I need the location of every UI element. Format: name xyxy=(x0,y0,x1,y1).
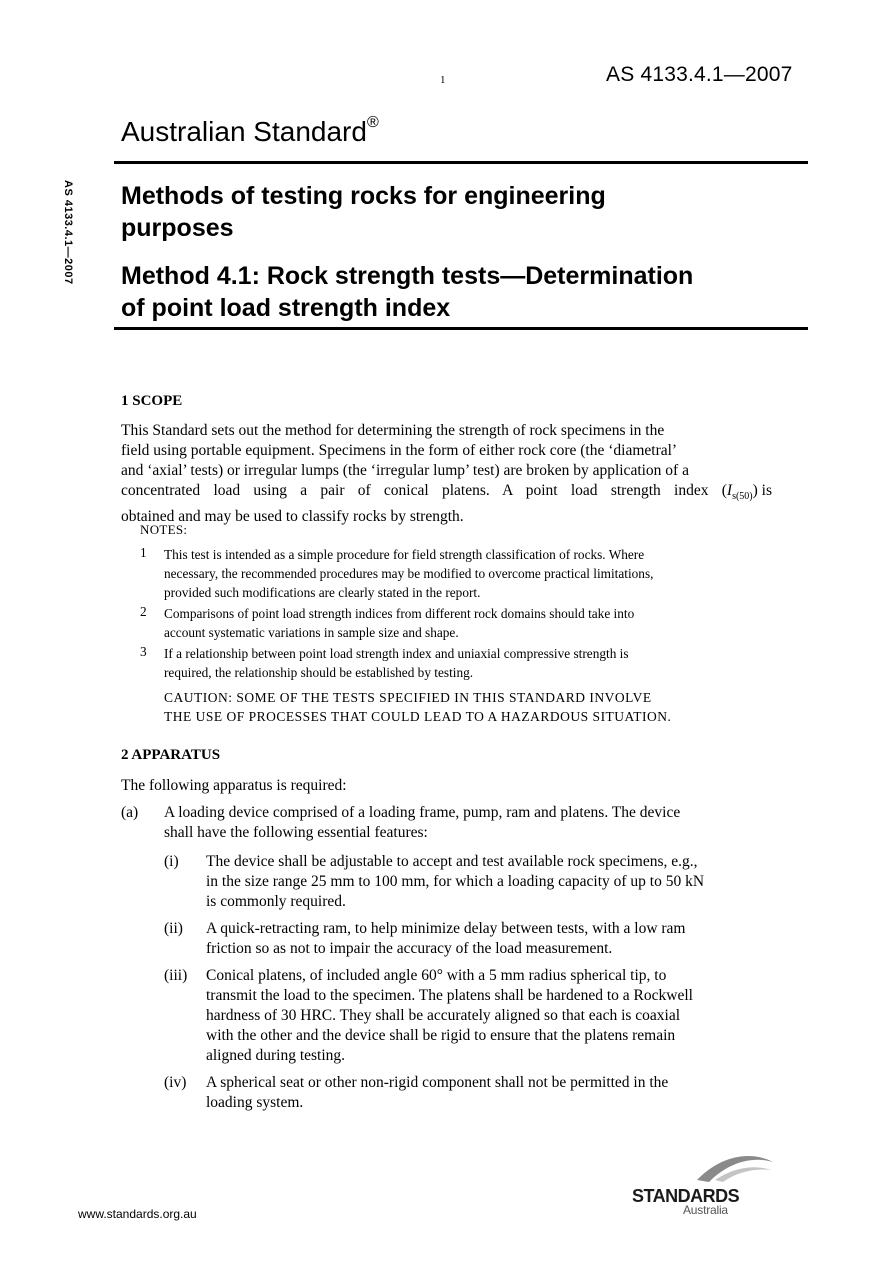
sub-list-line: is commonly required. xyxy=(206,893,346,910)
sub-list-label: (iii) xyxy=(164,967,188,984)
sub-list-label: (iv) xyxy=(164,1074,187,1091)
standards-australia-logo xyxy=(625,1150,775,1220)
sub-list-line: A quick-retracting ram, to help minimize delay between tests, with a low ram xyxy=(206,920,686,937)
index-symbol-i: I xyxy=(726,482,733,499)
note-1 xyxy=(164,545,772,602)
list-line: A loading device comprised of a loading frame, pump, ram and platens. The device xyxy=(164,804,681,821)
scope-line: This Standard sets out the method for determining the strength of rock specimens in the xyxy=(121,422,665,439)
standard-label xyxy=(121,116,379,148)
sub-list-line: hardness of 30 HRC. They shall be accurately aligned so that each is coaxial xyxy=(206,1007,681,1024)
sub-list-label: (ii) xyxy=(164,920,183,937)
sub-list-line: with the other and the device shall be rigid to ensure that the platens remain xyxy=(206,1027,676,1044)
sub-list-label: (i) xyxy=(164,853,179,870)
sub-list-item-iv xyxy=(206,1073,772,1113)
sub-list-line: friction so as not to impair the accuracy of the load measurement. xyxy=(206,940,613,957)
logo-subtitle: Australia xyxy=(683,1203,728,1217)
scope-line xyxy=(121,481,772,507)
note-line: Comparisons of point load strength indices from different rock domains should take into xyxy=(164,606,635,621)
note-line: necessary, the recommended procedures may be modified to overcome practical limitations, xyxy=(164,566,654,581)
sub-list-line: in the size range 25 mm to 100 mm, for which a loading capacity of up to 50 kN xyxy=(206,873,705,890)
caution-line: THE USE OF PROCESSES THAT COULD LEAD TO A HAZARDOUS SITUATION. xyxy=(164,709,672,724)
note-2 xyxy=(164,604,772,642)
index-symbol-tail: ) is xyxy=(752,482,772,499)
note-number: 3 xyxy=(140,644,147,659)
logo-swoosh-icon xyxy=(625,1150,775,1190)
registered-mark: ® xyxy=(366,114,379,131)
method-title-line-2: of point load strength index xyxy=(121,294,451,322)
sub-list-item-iii xyxy=(206,966,772,1066)
sub-list-line: aligned during testing. xyxy=(206,1047,346,1064)
standard-label-text: Australian Standard xyxy=(121,116,367,147)
caution-line: CAUTION: SOME OF THE TESTS SPECIFIED IN THIS STANDARD INVOLVE xyxy=(164,690,652,705)
list-label: (a) xyxy=(121,804,139,821)
apparatus-intro: The following apparatus is required: xyxy=(121,777,347,794)
list-line: shall have the following essential features: xyxy=(164,824,428,841)
caution-notice xyxy=(164,688,774,726)
logo-wordmark: STANDARDS xyxy=(632,1186,740,1206)
sub-list-line: Conical platens, of included angle 60° with a 5 mm radius spherical tip, to xyxy=(206,967,667,984)
title-line-1: Methods of testing rocks for engineering xyxy=(121,182,606,210)
sub-list-line: A spherical seat or other non-rigid component shall not be permitted in the xyxy=(206,1074,669,1091)
scope-line: and ‘axial’ tests) or irregular lumps (the ‘irregular lump’ test) are broken by application of a xyxy=(121,462,689,479)
sub-list-line: loading system. xyxy=(206,1094,304,1111)
sub-list-item-ii xyxy=(206,919,772,959)
note-line: If a relationship between point load strength index and uniaxial compressive strength is xyxy=(164,646,629,661)
notes-title: NOTES: xyxy=(140,522,188,537)
title-bottom-rule xyxy=(114,327,808,330)
sub-list-line: The device shall be adjustable to accept and test available rock specimens, e.g., xyxy=(206,853,698,870)
scope-line-text: concentrated load using a pair of conical platens. A point load strength index ( xyxy=(121,482,727,499)
section-heading-apparatus: 2 APPARATUS xyxy=(121,747,221,763)
page-number: 1 xyxy=(440,74,446,86)
note-line: provided such modifications are clearly stated in the report. xyxy=(164,585,481,600)
note-number: 2 xyxy=(140,604,147,619)
note-line: This test is intended as a simple procedure for field strength classification of rocks. Where xyxy=(164,547,645,562)
note-3 xyxy=(164,644,772,682)
list-item-a xyxy=(164,803,772,843)
document-code: AS 4133.4.1—2007 xyxy=(606,63,793,86)
index-symbol xyxy=(727,481,772,507)
scope-paragraph xyxy=(121,421,772,527)
sub-list-line: transmit the load to the specimen. The platens shall be hardened to a Rockwell xyxy=(206,987,693,1004)
top-rule xyxy=(114,161,808,164)
sub-list-item-i xyxy=(206,852,772,912)
scope-line: field using portable equipment. Specimens in the form of either rock core (the ‘diametral’ xyxy=(121,442,678,459)
note-line: account systematic variations in sample size and shape. xyxy=(164,625,459,640)
footer-url[interactable]: www.standards.org.au xyxy=(78,1207,197,1221)
section-heading-scope: 1 SCOPE xyxy=(121,393,183,409)
note-line: required, the relationship should be established by testing. xyxy=(164,665,474,680)
note-number: 1 xyxy=(140,545,147,560)
method-title-line-1: Method 4.1: Rock strength tests—Determination xyxy=(121,262,694,290)
title-line-2: purposes xyxy=(121,214,234,242)
index-symbol-subscript: s(50) xyxy=(732,491,753,503)
side-document-code: AS 4133.4.1—2007 xyxy=(62,180,74,285)
scope-line: obtained and may be used to classify rocks by strength. xyxy=(121,508,464,526)
